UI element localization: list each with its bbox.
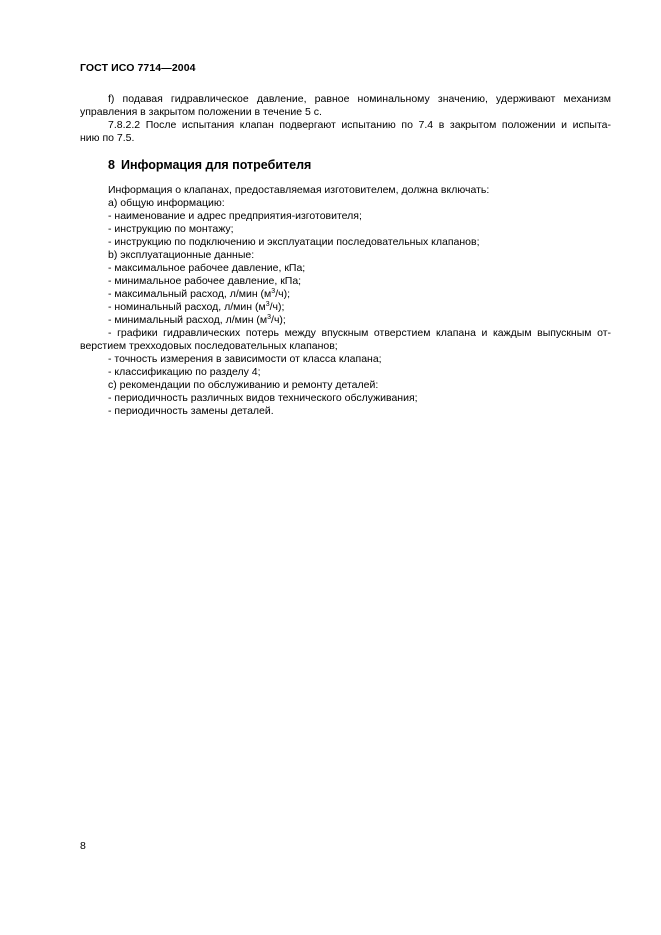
document-body xyxy=(80,93,611,418)
document-header: ГОСТ ИСО 7714—2004 xyxy=(80,62,196,74)
list-item-b4: - номинальный расход, л/мин $(м^3/ч)$; xyxy=(108,301,285,313)
list-item-a3: - инструкцию по подключению и эксплуатации последовательных клапанов; xyxy=(108,236,480,248)
list-item-b5: - минимальный расход, л/мин $(м^3/ч)$; xyxy=(108,314,286,326)
section-title: Информация для потребителя xyxy=(120,158,312,172)
list-item-b6-line2: верстием трехходовых последовательных клапанов; xyxy=(80,340,338,352)
list-item-b7: - точность измерения в зависимости от класса клапана; xyxy=(108,353,382,365)
list-item-a1: - наименование и адрес предприятия-изготовителя; xyxy=(108,210,362,222)
paragraph-7822-line2: нию по 7.5. xyxy=(80,132,135,144)
paragraph-f-line2: управления в закрытом положении в течение 5 с. xyxy=(80,106,322,118)
list-item-c: с) рекомендации по обслуживанию и ремонту деталей: xyxy=(108,379,379,391)
paragraph-7822-line1: 7.8.2.2 После испытания клапан подвергают испытанию по 7.4 в закрытом положении и испыта- xyxy=(108,119,611,131)
list-item-b: b) эксплуатационные данные: xyxy=(108,249,255,261)
section-heading xyxy=(108,158,611,173)
section-intro: Информация о клапанах, предоставляемая изготовителем, должна включать: xyxy=(108,184,490,196)
section-number: 8 xyxy=(108,158,115,172)
paragraph-f-line1: f) подавая гидравлическое давление, равное номинальному значению, удерживают механизм xyxy=(108,93,611,105)
list-item-b2: - минимальное рабочее давление, кПа; xyxy=(108,275,302,287)
list-item-b8: - классификацию по разделу 4; xyxy=(108,366,261,378)
list-item-b6-line1: - графики гидравлических потерь между впускным отверстием клапана и каждым выпускным от- xyxy=(108,327,611,339)
list-item-c1: - периодичность различных видов технического обслуживания; xyxy=(108,392,418,404)
list-item-b1: - максимальное рабочее давление, кПа; xyxy=(108,262,306,274)
page-number: 8 xyxy=(80,840,86,852)
list-item-a: а) общую информацию: xyxy=(108,197,225,209)
list-item-a2: - инструкцию по монтажу; xyxy=(108,223,234,235)
list-item-c2: - периодичность замены деталей. xyxy=(108,405,274,417)
list-item-b3: - максимальный расход, л/мин $(м^3/ч)$; xyxy=(108,288,290,300)
